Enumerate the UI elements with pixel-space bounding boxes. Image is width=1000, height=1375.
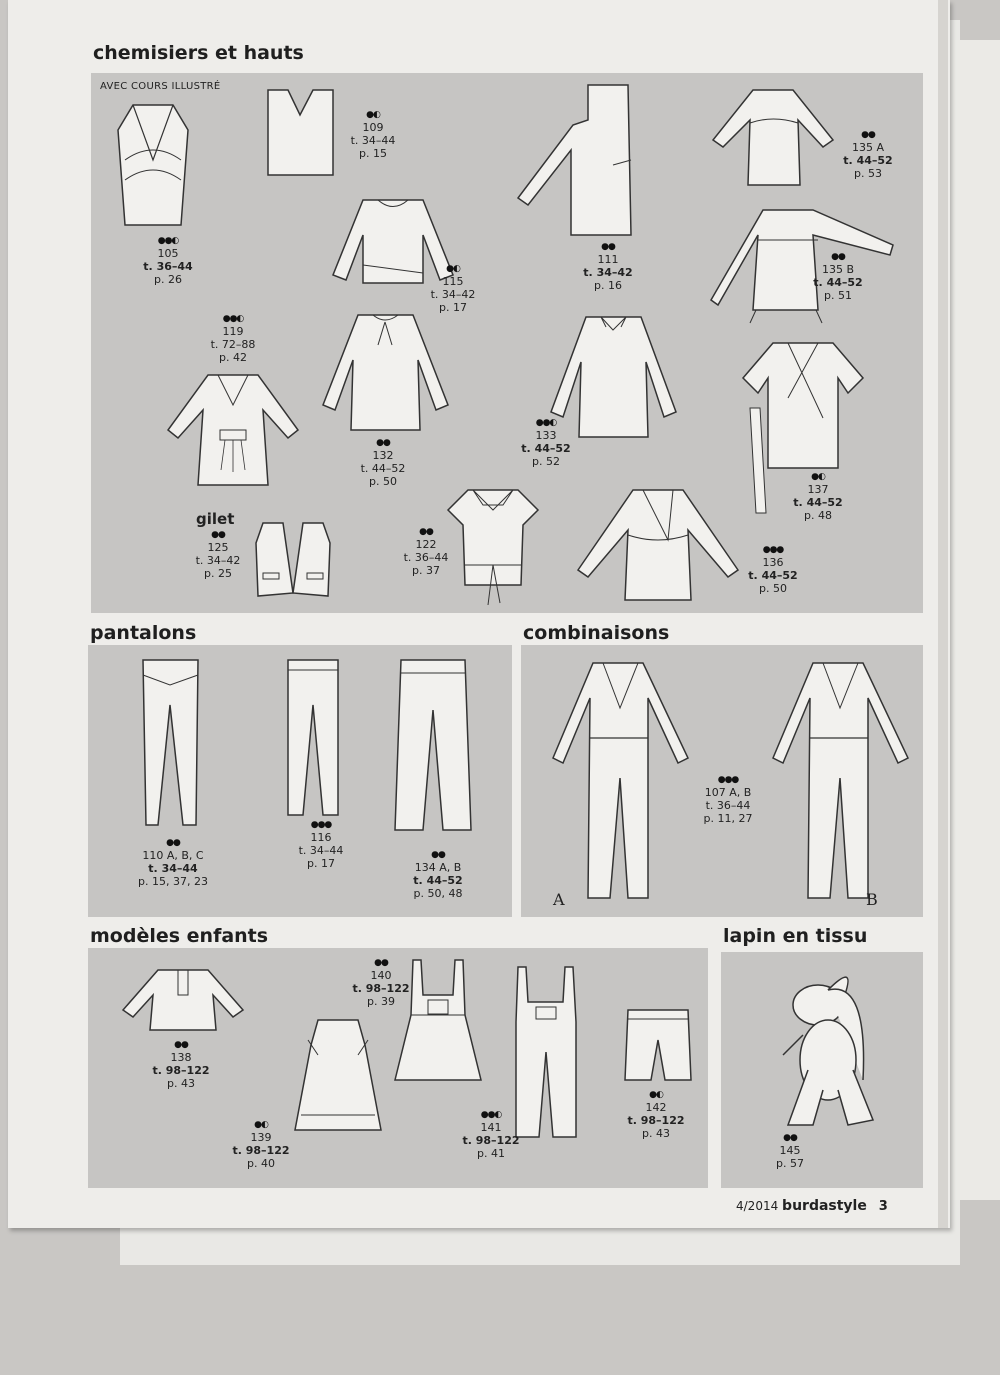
sketch-116-trousers — [283, 655, 343, 820]
difficulty-dots: ●●◐ — [535, 418, 557, 428]
item-132 — [353, 438, 413, 488]
page-reference: p. 37 — [412, 564, 440, 577]
difficulty-dots: ●● — [783, 1133, 797, 1143]
page-reference: p. 26 — [154, 273, 182, 286]
page-reference: p. 43 — [167, 1077, 195, 1090]
item-119 — [203, 314, 263, 364]
item-135b — [808, 252, 868, 302]
pattern-number: 110 A, B, C — [142, 849, 204, 862]
page-reference: p. 57 — [776, 1157, 804, 1170]
size-range: t. 44–52 — [521, 442, 571, 455]
sketch-109-v-neck-top — [263, 85, 338, 180]
sketch-105-draped-vest — [113, 100, 193, 230]
gilet-label: gilet — [196, 510, 235, 528]
difficulty-dots: ●●● — [310, 820, 332, 830]
size-range: t. 36–44 — [403, 551, 449, 564]
sketch-139-kids-dress — [293, 1015, 383, 1135]
page-reference: p. 41 — [477, 1147, 505, 1160]
item-137 — [788, 472, 848, 522]
difficulty-dots: ●●◐ — [157, 236, 179, 246]
item-125 — [188, 530, 248, 580]
sketch-140-pinafore-dress — [393, 955, 483, 1085]
pattern-number: 141 — [480, 1121, 502, 1134]
item-142 — [621, 1090, 691, 1140]
difficulty-dots: ●● — [211, 530, 225, 540]
item-110 — [133, 838, 213, 888]
difficulty-dots: ●◐ — [649, 1090, 663, 1100]
difficulty-dots: ●◐ — [366, 110, 380, 120]
size-range: t. 36–44 — [705, 799, 751, 812]
difficulty-dots: ●● — [166, 838, 180, 848]
difficulty-dots: ●●◐ — [480, 1110, 502, 1120]
item-141 — [456, 1110, 526, 1160]
page-number: 3 — [878, 1199, 888, 1214]
page-reference: p. 50, 48 — [413, 887, 463, 900]
page-footer — [736, 1198, 888, 1214]
sketch-111-turtleneck — [513, 80, 643, 240]
pattern-number: 115 — [442, 275, 464, 288]
page-reference: p. 50 — [369, 475, 397, 488]
difficulty-dots: ●● — [376, 438, 390, 448]
pattern-number: 133 — [535, 429, 557, 442]
pattern-number: 107 A, B — [704, 786, 752, 799]
sketch-136-wrap-blouse — [573, 485, 743, 605]
variant-label-b: B — [866, 890, 878, 909]
page-reference: p. 15, 37, 23 — [138, 875, 208, 888]
page-reference: p. 42 — [219, 351, 247, 364]
sketch-142-shorts — [623, 1005, 693, 1085]
size-range: t. 98–122 — [462, 1134, 520, 1147]
sketch-125-gilet — [253, 518, 333, 600]
difficulty-dots: ●● — [831, 252, 845, 262]
size-range: t. 34–42 — [430, 288, 476, 301]
size-range: t. 44–52 — [413, 874, 463, 887]
sketch-119-tunic — [163, 370, 303, 490]
section-title-bunny: lapin en tissu — [723, 925, 868, 947]
item-109 — [343, 110, 403, 160]
difficulty-dots: ●◐ — [446, 264, 460, 274]
section-title-pants: pantalons — [90, 622, 197, 644]
pattern-number: 125 — [207, 541, 229, 554]
pattern-number: 145 — [779, 1144, 801, 1157]
page-reference: p. 16 — [594, 279, 622, 292]
item-136 — [743, 545, 803, 595]
size-range: t. 44–52 — [813, 276, 863, 289]
size-range: t. 44–52 — [793, 496, 843, 509]
page-reference: p. 52 — [532, 455, 560, 468]
difficulty-dots: ●●◐ — [222, 314, 244, 324]
item-139 — [226, 1120, 296, 1170]
sketch-138-kids-blouse — [118, 965, 248, 1035]
page-reference: p. 51 — [824, 289, 852, 302]
page-reference: p. 15 — [359, 147, 387, 160]
pattern-number: 132 — [372, 449, 394, 462]
size-range: t. 34–42 — [583, 266, 633, 279]
pattern-number: 135 A — [851, 141, 885, 154]
item-145 — [765, 1133, 815, 1170]
pattern-number: 139 — [250, 1131, 272, 1144]
pattern-number: 138 — [170, 1051, 192, 1064]
item-115 — [423, 264, 483, 314]
difficulty-dots: ●● — [601, 242, 615, 252]
pattern-number: 109 — [362, 121, 384, 134]
sketch-145-fabric-bunny — [768, 960, 888, 1130]
pattern-number: 134 A, B — [414, 861, 462, 874]
pattern-number: 140 — [370, 969, 392, 982]
pattern-number: 111 — [597, 253, 619, 266]
page-reference: p. 39 — [367, 995, 395, 1008]
sketch-110-trousers — [138, 655, 203, 830]
sketch-135a-maternity-top — [708, 85, 838, 190]
page-reference: p. 40 — [247, 1157, 275, 1170]
pattern-number: 119 — [222, 325, 244, 338]
pattern-number: 142 — [645, 1101, 667, 1114]
page-reference: p. 25 — [204, 567, 232, 580]
page-reference: p. 17 — [439, 301, 467, 314]
size-range: t. 44–52 — [843, 154, 893, 167]
page-reference: p. 53 — [854, 167, 882, 180]
sketch-122-peplum-top — [443, 485, 543, 610]
pattern-number: 122 — [415, 538, 437, 551]
page-reference: p. 48 — [804, 509, 832, 522]
difficulty-dots: ●● — [861, 130, 875, 140]
size-range: t. 98–122 — [232, 1144, 290, 1157]
page-reference: p. 43 — [642, 1127, 670, 1140]
size-range: t. 44–52 — [748, 569, 798, 582]
item-138 — [146, 1040, 216, 1090]
size-range: t. 44–52 — [360, 462, 406, 475]
catalog-page — [8, 0, 950, 1228]
difficulty-dots: ●◐ — [811, 472, 825, 482]
section-title-jumpsuits: combinaisons — [523, 622, 670, 644]
sketch-132-tie-neck-blouse — [318, 310, 453, 435]
illustrated-course-note: AVEC COURS ILLUSTRÉ — [100, 81, 221, 92]
size-range: t. 98–122 — [352, 982, 410, 995]
item-105 — [138, 236, 198, 286]
sketch-107b-jumpsuit — [768, 658, 913, 908]
item-107 — [698, 775, 758, 825]
size-range: t. 98–122 — [152, 1064, 210, 1077]
pattern-number: 135 B — [821, 263, 855, 276]
page-reference: p. 11, 27 — [703, 812, 753, 825]
page-reference: p. 17 — [307, 857, 335, 870]
item-135a — [838, 130, 898, 180]
sketch-107a-jumpsuit — [548, 658, 693, 908]
pattern-number: 116 — [310, 831, 332, 844]
size-range: t. 36–44 — [143, 260, 193, 273]
difficulty-dots: ●● — [174, 1040, 188, 1050]
item-133 — [516, 418, 576, 468]
size-range: t. 34–44 — [350, 134, 396, 147]
page-reference: p. 50 — [759, 582, 787, 595]
size-range: t. 72–88 — [210, 338, 256, 351]
item-134 — [403, 850, 473, 900]
difficulty-dots: ●● — [419, 527, 433, 537]
sketch-134-flared-trousers — [393, 655, 473, 835]
size-range: t. 98–122 — [627, 1114, 685, 1127]
pattern-number: 136 — [762, 556, 784, 569]
item-111 — [578, 242, 638, 292]
size-range: t. 34–44 — [148, 862, 198, 875]
difficulty-dots: ●●● — [762, 545, 784, 555]
difficulty-dots: ●● — [431, 850, 445, 860]
size-range: t. 34–42 — [195, 554, 241, 567]
difficulty-dots: ●◐ — [254, 1120, 268, 1130]
section-title-tops: chemisiers et hauts — [93, 42, 304, 64]
difficulty-dots: ●● — [374, 958, 388, 968]
brand-name: burdastyle — [782, 1198, 867, 1214]
variant-label-a: A — [553, 890, 565, 909]
size-range: t. 34–44 — [298, 844, 344, 857]
issue-date: 4/2014 — [736, 1199, 779, 1213]
section-title-kids: modèles enfants — [90, 925, 269, 947]
item-116 — [291, 820, 351, 870]
sketch-135b-ruched-top — [708, 205, 898, 325]
difficulty-dots: ●●● — [717, 775, 739, 785]
pattern-number: 137 — [807, 483, 829, 496]
pattern-number: 105 — [157, 247, 179, 260]
binding-edge — [938, 0, 948, 1228]
